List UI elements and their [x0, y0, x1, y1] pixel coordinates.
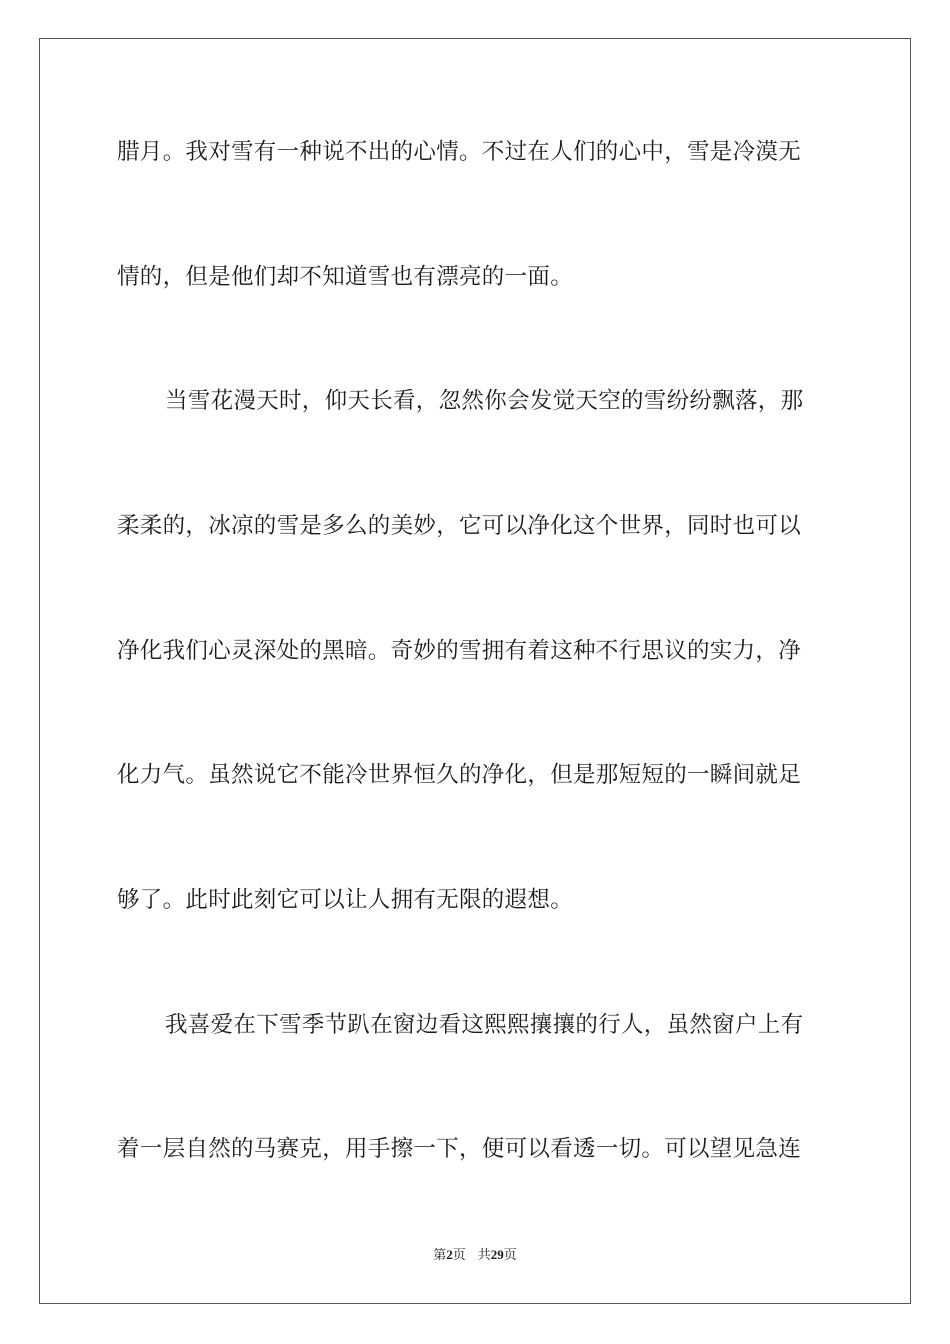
paragraph-first-line: 当雪花漫天时，仰天长看，忽然你会发觉天空的雪纷纷飘落，那 [165, 388, 804, 414]
page-number: 2 [446, 1247, 453, 1262]
page-suffix: 页 [452, 1248, 466, 1263]
text-line: 腊月。我对雪有一种说不出的心情。不过在人们的心中，雪是冷漠无 [117, 139, 802, 165]
page-footer [0, 1246, 950, 1265]
total-suffix: 页 [503, 1248, 517, 1263]
page-prefix: 第 [433, 1248, 447, 1263]
text-line: 着一层自然的马赛克，用手擦一下，便可以看透一切。可以望见急连 [117, 1136, 802, 1162]
page-border [39, 38, 911, 1304]
text-line: 情的，但是他们却不知道雪也有漂亮的一面。 [117, 264, 574, 290]
text-line: 净化我们心灵深处的黑暗。奇妙的雪拥有着这种不行思议的实力，净 [117, 638, 802, 664]
paragraph-first-line: 我喜爱在下雪季节趴在窗边看这熙熙攘攘的行人，虽然窗户上有 [165, 1012, 804, 1038]
total-pages: 29 [490, 1247, 504, 1262]
text-line: 够了。此时此刻它可以让人拥有无限的遐想。 [117, 887, 574, 913]
total-prefix: 共 [477, 1248, 491, 1263]
text-line: 柔柔的，冰凉的雪是多么的美妙，它可以净化这个世界，同时也可以 [117, 513, 802, 539]
text-line: 化力气。虽然说它不能冷世界恒久的净化，但是那短短的一瞬间就足 [117, 762, 802, 788]
